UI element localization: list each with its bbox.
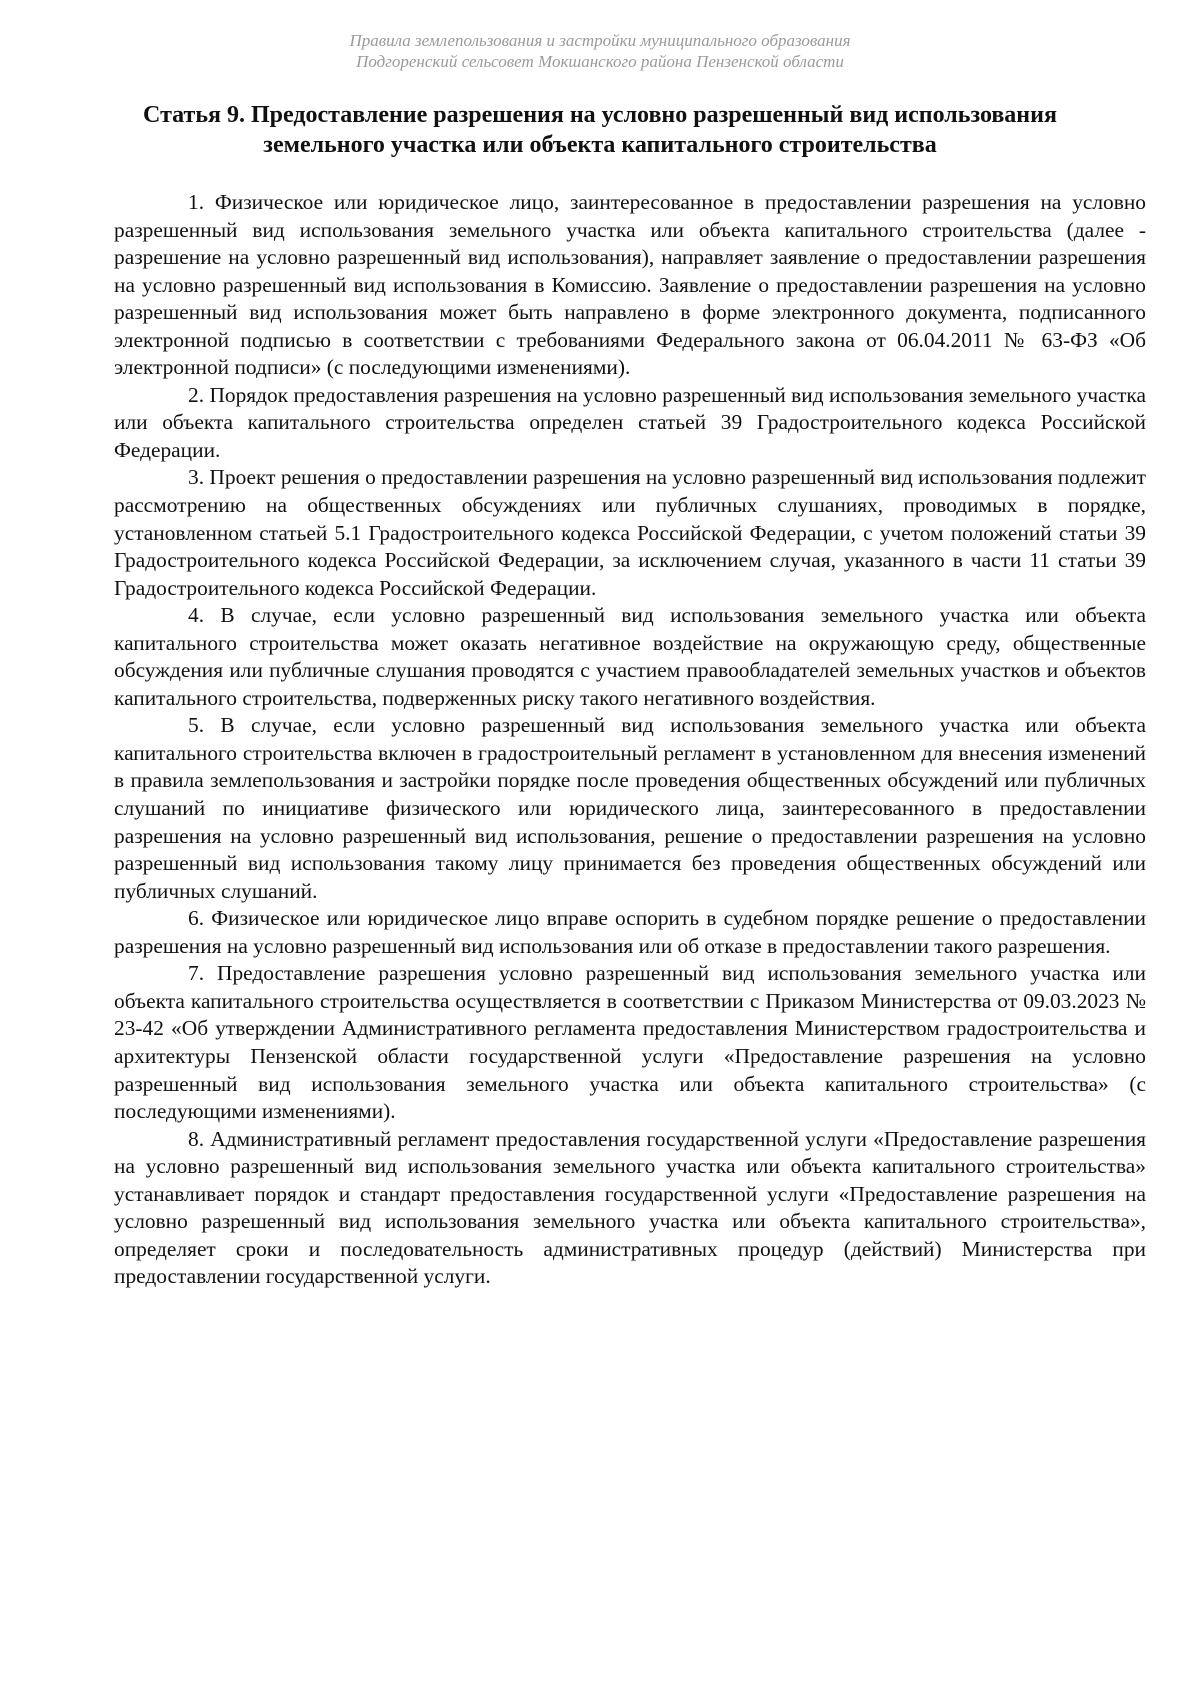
article-title	[110, 100, 1090, 160]
paragraph-6: 6. Физическое или юридическое лицо вправе оспорить в судебном порядке решение о предоставлении разрешения на условно разрешенный вид использования или об отказе в предоставлении такого разрешения.	[114, 906, 1146, 958]
paragraph-1: 1. Физическое или юридическое лицо, заинтересованное в предоставлении разрешения на условно разрешенный вид использования земельного участка или объекта капитального строительства (далее - разрешение на условно разрешенный вид использования), направляет заявление о предоставлении разрешения на условно разрешенный вид использования в Комиссию. Заявление о предоставлении разрешения на условно разрешенный вид использования может быть направлено в форме электронного документа, подписанного электронной подписью в соответствии с требованиями Федерального закона от 06.04.2011 № 63-ФЗ «Об электронной подписи» (с последующими изменениями).	[114, 190, 1146, 380]
paragraph-4: 4. В случае, если условно разрешенный вид использования земельного участка или объекта капитального строительства может оказать негативное воздействие на окружающую среду, общественные обсуждения или публичные слушания проводятся с участием правообладателей земельных участков и объектов капитального строительства, подверженных риску такого негативного воздействия.	[114, 603, 1146, 710]
article-title-line-1: Статья 9. Предоставление разрешения на условно разрешенный вид использования	[143, 102, 1057, 128]
paragraph-7: 7. Предоставление разрешения условно разрешенный вид использования земельного участка или объекта капитального строительства осуществляется в соответствии с Приказом Министерства от 09.03.2023 № 23-42 «Об утверждении Административного регламента предоставления Министерством градостроительства и архитектуры Пензенской области государственной услуги «Предоставление разрешения на условно разрешенный вид использования земельного участка или объекта капитального строительства» (с последующими изменениями).	[114, 961, 1146, 1124]
paragraph-8: 8. Административный регламент предоставления государственной услуги «Предоставление разрешения на условно разрешенный вид использования земельного участка или объекта капитального строительства» устанавливает порядок и стандарт предоставления государственной услуги «Предоставление разрешения на условно разрешенный вид использования земельного участка или объекта капитального строительства», определяет сроки и последовательность административных процедур (действий) Министерства при предоставлении государственной услуги.	[114, 1126, 1146, 1289]
article-title-line-2: земельного участка или объекта капитального строительства	[263, 132, 937, 158]
paragraph-2: 2. Порядок предоставления разрешения на условно разрешенный вид использования земельного участка или объекта капитального строительства определен статьей 39 Градостроительного кодекса Российской Федерации.	[114, 382, 1146, 462]
page-header	[0, 30, 1200, 72]
header-line-2: Подгоренский сельсовет Мокшанского района Пензенской области	[356, 52, 844, 71]
article-body	[114, 189, 1146, 1291]
paragraph-5: 5. В случае, если условно разрешенный вид использования земельного участка или объекта капитального строительства включен в градостроительный регламент в установленном для внесения изменений в правила землепользования и застройки порядке после проведения общественных обсуждений или публичных слушаний по инициативе физического или юридического лица, заинтересованного в предоставлении разрешения на условно разрешенный вид использования, решение о предоставлении разрешения на условно разрешенный вид использования такому лицу принимается без проведения общественных обсуждений или публичных слушаний.	[114, 713, 1146, 903]
paragraph-3: 3. Проект решения о предоставлении разрешения на условно разрешенный вид использования подлежит рассмотрению на общественных обсуждениях или публичных слушаниях, проводимых в порядке, установленном статьей 5.1 Градостроительного кодекса Российской Федерации, с учетом положений статьи 39 Градостроительного кодекса Российской Федерации, за исключением случая, указанного в части 11 статьи 39 Градостроительного кодекса Российской Федерации.	[114, 465, 1146, 600]
header-line-1: Правила землепользования и застройки муниципального образования	[349, 31, 851, 50]
